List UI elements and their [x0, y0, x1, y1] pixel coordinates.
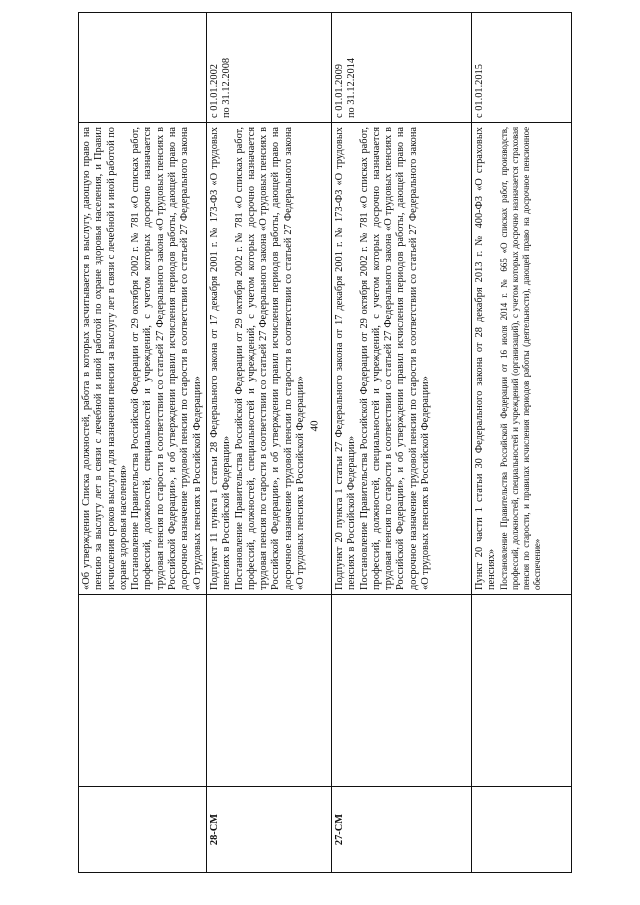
legal-basis-paragraph: «Об утверждении Списка должностей, работа в которых засчитывается в выслугу, дающую право на пенсию за выслугу лет в связи с лечебной и иной работой по охране здоровья населения, и Правил исчисления сроков выслуги для назначения пенсии за выслугу лет в связи с лечебной и иной работой по охране здоровья населения» — [81, 127, 129, 590]
period-cell — [206, 13, 331, 123]
legal-basis-cell — [331, 123, 471, 595]
code-cell — [471, 787, 571, 873]
legal-basis-paragraph: Постановление Правительства Российской Федерации от 29 октября 2002 г. № 781 «О списках работ, профессий, должностей, специальностей и учреждений, с учетом которых досрочно назначается трудовая пенсия по старости в соответствии со статьей 27 Федерального закона «О трудовых пенсиях в Российской Федерации», и об утверждении правил исчисления периодов работы, дающей право на досрочное назначение трудовой пенсии по старости в соответствии со статьей 27 Федерального закона «О трудовых пенсиях в Российской Федерации» — [233, 127, 307, 590]
legal-basis-paragraph: Подпункт 20 пункта 1 статьи 27 Федерального закона от 17 декабря 2001 г. № 173-ФЗ «О трудовых пенсиях в Российской Федерации» — [333, 127, 358, 590]
period-start: с 01.01.2015 — [473, 64, 485, 118]
period-cell — [471, 13, 571, 123]
legal-basis-paragraph: Подпункт 11 пункта 1 статьи 28 Федерального закона от 17 декабря 2001 г. № 173-ФЗ «О трудовых пенсиях в Российской Федерации» — [208, 127, 233, 590]
rotated-table-wrapper — [78, 13, 569, 873]
table-row — [331, 13, 471, 873]
period-cell — [331, 13, 471, 123]
table-row — [79, 13, 207, 873]
blank-cell — [471, 595, 571, 787]
legal-basis-paragraph: Постановление Правительства Российской Федерации от 29 октября 2002 г. № 781 «О списках работ, профессий, должностей, специальностей и учреждений, с учетом которых досрочно назначается трудовая пенсия по старости в соответствии со статьей 27 Федерального закона «О трудовых пенсиях в Российской Федерации», и об утверждении правил исчисления периодов работы, дающей право на досрочное назначение трудовой пенсии по старости в соответствии со статьей 27 Федерального закона «О трудовых пенсиях в Российской Федерации» — [130, 127, 203, 590]
blank-cell — [79, 595, 207, 787]
period-start: с 01.01.2002 — [208, 64, 220, 118]
legal-basis-paragraph: Пункт 20 части 1 статьи 30 Федерального закона от 28 декабря 2013 г. № 400-ФЗ «О страховых пенсиях» — [473, 127, 498, 590]
table-row — [471, 13, 571, 873]
page-number: 40 — [308, 420, 321, 432]
period-end: по 31.12.2014 — [346, 57, 358, 118]
pension-basis-table — [78, 12, 572, 873]
code-cell: 27-СМ — [331, 787, 471, 873]
period-cell — [79, 13, 207, 123]
period-end: по 31.12.2008 — [221, 57, 233, 118]
legal-basis-cell — [206, 123, 331, 595]
blank-cell — [206, 595, 331, 787]
code-cell — [79, 787, 207, 873]
code-cell: 28-СМ — [206, 787, 331, 873]
legal-basis-paragraph: Постановление Правительства Российской Федерации от 29 октября 2002 г. № 781 «О списках работ, профессий, должностей, специальностей и учреждений, с учетом которых досрочно назначается трудовая пенсия по старости в соответствии со статьей 27 Федерального закона «О трудовых пенсиях в Российской Федерации», и об утверждении правил исчисления периодов работы, дающей право на досрочное назначение трудовой пенсии по старости в соответствии со статьей 27 Федерального закона «О трудовых пенсиях в Российской Федерации» — [358, 127, 432, 590]
table-row — [206, 13, 331, 873]
period-start: с 01.01.2009 — [333, 64, 345, 118]
legal-basis-cell — [471, 123, 571, 595]
legal-basis-cell — [79, 123, 207, 595]
blank-cell — [331, 595, 471, 787]
legal-basis-paragraph: Постановление Правительства Российской Федерации от 16 июля 2014 г. № 665 «О списках работ, производств, профессий, должностей, специальностей и учреждений (организаций), с учетом которых досрочно назначается страховая пенсия по старости, и правилах исчисления периодов работы (деятельности), дающей право на досрочное пенсионное обеспечение» — [498, 127, 543, 590]
